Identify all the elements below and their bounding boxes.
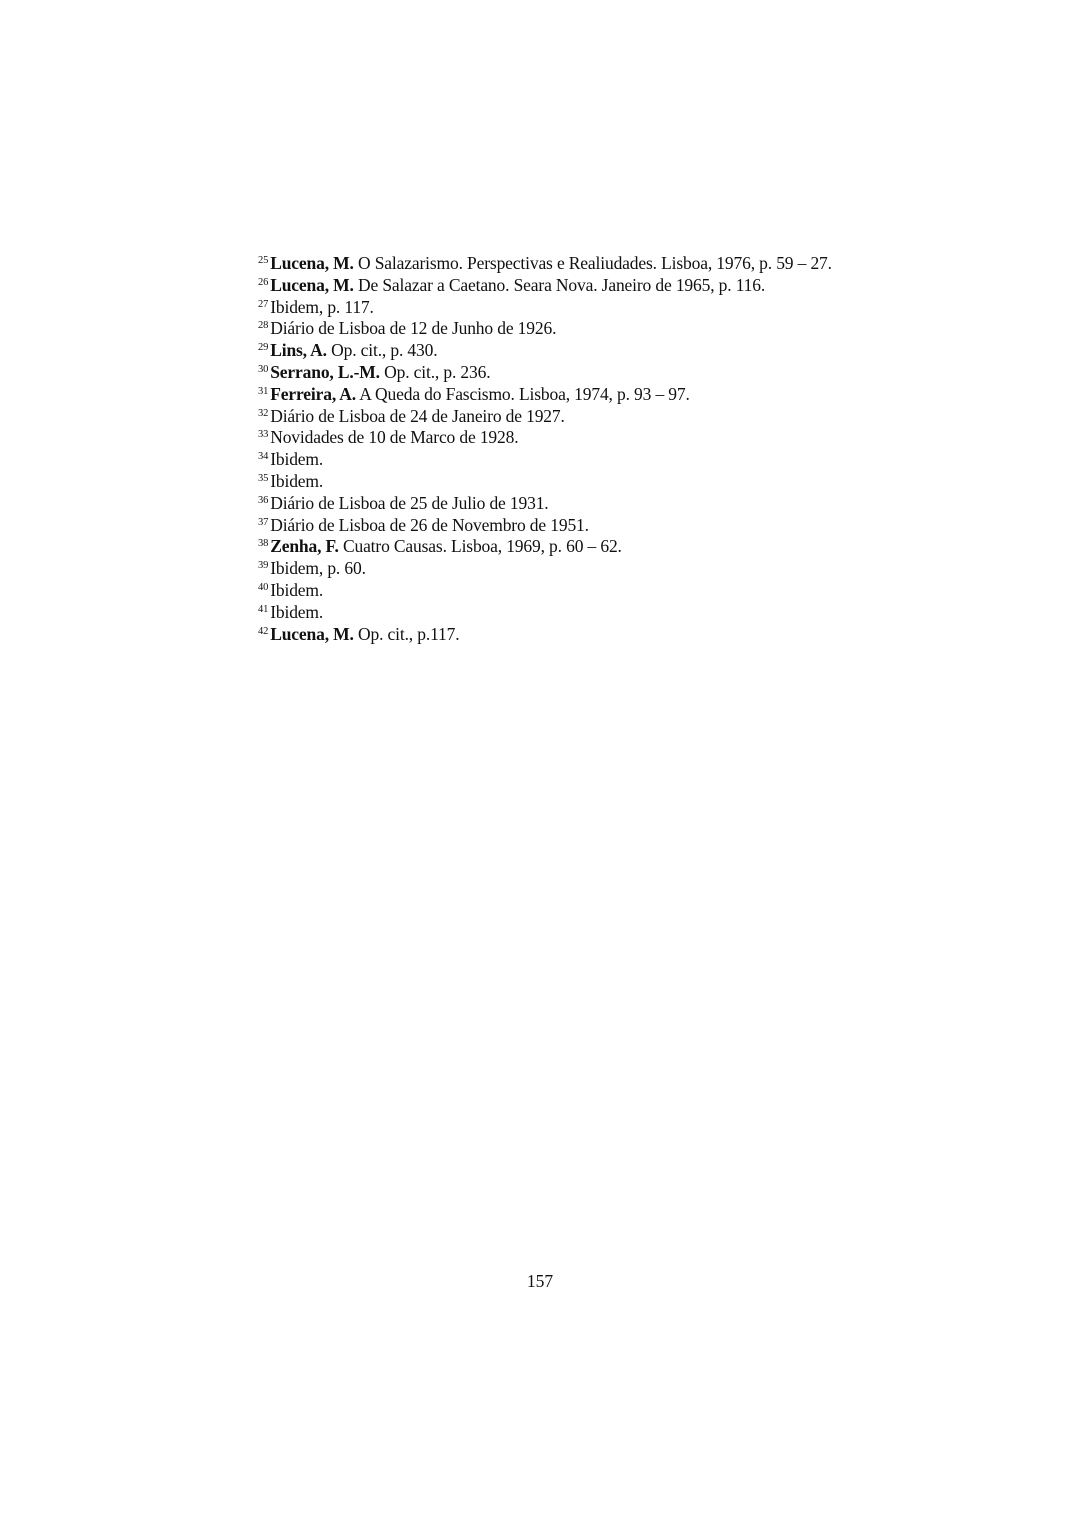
footnote-text: Ibidem, p. 117. [270, 296, 374, 317]
footnote [258, 624, 1018, 646]
footnote-number: 31 [258, 385, 269, 397]
footnote-number: 30 [258, 363, 269, 375]
footnote-text: A Queda do Fascismo. Lisboa, 1974, p. 93 – 97. [356, 383, 690, 404]
footnote-text: Diário de Lisboa de 12 de Junho de 1926. [270, 318, 557, 339]
footnote-number: 26 [258, 276, 269, 288]
footnote [258, 275, 1018, 297]
footnote-number: 39 [258, 560, 269, 572]
footnote [258, 493, 1018, 515]
footnote [258, 406, 1018, 428]
footnote-text: Ibidem, p. 60. [270, 558, 366, 579]
footnote-text: Op. cit., p.117. [353, 623, 460, 644]
footnote-number: 34 [258, 451, 269, 463]
footnote [258, 602, 1018, 624]
footnotes-list [258, 253, 1018, 645]
footnote-number: 41 [258, 603, 269, 615]
footnote-author: Lucena, M. [270, 274, 354, 295]
footnote [258, 318, 1018, 340]
footnote-author: Lucena, M. [270, 623, 354, 644]
footnote-number: 29 [258, 342, 269, 354]
footnote [258, 340, 1018, 362]
footnote [258, 427, 1018, 449]
footnote [258, 253, 1018, 275]
footnote [258, 297, 1018, 319]
footnote-number: 38 [258, 538, 269, 550]
footnote [258, 536, 1018, 558]
footnote-author: Lins, A. [270, 340, 327, 361]
footnote-number: 36 [258, 494, 269, 506]
footnote [258, 471, 1018, 493]
footnote [258, 384, 1018, 406]
footnote [258, 515, 1018, 537]
footnote-number: 40 [258, 581, 269, 593]
footnote [258, 558, 1018, 580]
footnote-text: Diário de Lisboa de 26 de Novembro de 1951. [270, 514, 589, 535]
footnote-author: Ferreira, A. [270, 383, 357, 404]
footnote [258, 449, 1018, 471]
footnote-number: 37 [258, 516, 269, 528]
footnote-number: 25 [258, 255, 269, 266]
page-number: 157 [526, 1271, 554, 1291]
footnote-number: 28 [258, 320, 269, 332]
footnote [258, 362, 1018, 384]
footnote [258, 580, 1018, 602]
footnote-text: De Salazar a Caetano. Seara Nova. Janeiro de 1965, p. 116. [353, 274, 766, 295]
footnote-number: 42 [258, 625, 269, 637]
footnote-text: Ibidem. [270, 579, 324, 600]
footnote-text: O Salazarismo. Perspectivas e Realiudades. Lisboa, 1976, p. 59 – 27. [353, 253, 832, 273]
footnote-author: Zenha, F. [270, 536, 339, 557]
footnote-number: 33 [258, 429, 269, 441]
footnote-text: Novidades de 10 de Marco de 1928. [270, 427, 519, 448]
footnote-number: 27 [258, 298, 269, 310]
footnote-text: Ibidem. [270, 601, 324, 622]
footnote-author: Lucena, M. [270, 253, 354, 273]
footnote-text: Op. cit., p. 236. [379, 361, 491, 382]
footnote-number: 32 [258, 407, 269, 419]
footnote-text: Diário de Lisboa de 25 de Julio de 1931. [270, 492, 549, 513]
footnote-text: Diário de Lisboa de 24 de Janeiro de 1927. [270, 405, 565, 426]
footnote-text: Ibidem. [270, 449, 324, 470]
footnote-number: 35 [258, 472, 269, 484]
footnote-author: Serrano, L.-M. [270, 361, 380, 382]
footnote-text: Cuatro Causas. Lisboa, 1969, p. 60 – 62. [338, 536, 622, 557]
footnote-text: Op. cit., p. 430. [326, 340, 438, 361]
footnote-text: Ibidem. [270, 470, 324, 491]
